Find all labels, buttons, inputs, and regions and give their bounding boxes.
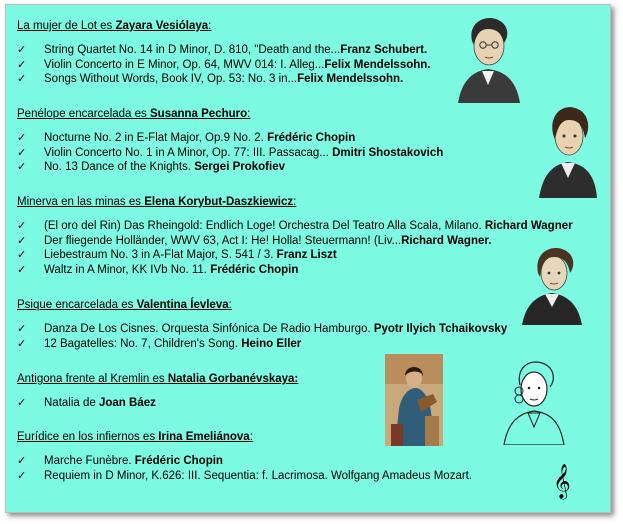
track-composer: Dmitri Shostakovich	[332, 146, 444, 159]
portrait-mozart-icon	[498, 355, 570, 445]
checkmark-icon: ✓	[17, 234, 27, 247]
heading-name: Valentina Íevleva	[136, 299, 229, 311]
checkmark-icon: ✓	[17, 146, 27, 159]
list-item	[17, 58, 431, 73]
checkmark-icon: ✓	[17, 220, 27, 232]
track-title: Danza De Los Cisnes. Orquesta Sinfónica De Radio Hamburgo.	[44, 323, 374, 335]
track-composer: Franz Liszt	[276, 249, 337, 261]
section-zayara	[17, 19, 431, 87]
list-item	[17, 219, 573, 234]
checkmark-icon: ✓	[17, 337, 27, 350]
section-heading	[17, 195, 296, 210]
track-composer: Pyotr Ilyich Tchaikovsky	[373, 323, 508, 335]
track-composer: Joan Báez	[98, 397, 156, 409]
heading-prefix: Psique encarcelada es	[17, 299, 137, 311]
track-title: Waltz in A Minor, KK IVb No. 11.	[44, 263, 211, 276]
list-item	[17, 322, 508, 337]
track-composer: Sergei Prokofiev	[194, 161, 285, 173]
heading-name: Zayara Vesiólaya	[115, 20, 209, 32]
portrait-mendelssohn-icon	[533, 100, 603, 198]
heading-name: Natalia Gorbanévskaya:	[167, 373, 299, 385]
treble-clef-icon: 𝄞	[553, 464, 571, 499]
portrait-schubert-icon	[448, 13, 528, 103]
painting-icon	[385, 354, 443, 446]
section-susanna	[17, 107, 444, 175]
list-item	[17, 337, 302, 352]
list-item	[17, 248, 337, 263]
checkmark-icon: ✓	[17, 455, 27, 467]
track-title: Natalia de	[44, 397, 99, 409]
checkmark-icon: ✓	[17, 161, 27, 173]
checkmark-icon: ✓	[17, 249, 27, 261]
section-natalia	[17, 372, 298, 411]
list-item	[17, 146, 444, 161]
track-composer: Richard Wagner	[484, 220, 573, 232]
track-title: Der fliegende Holländer, WWV 63, Act I: He! Holla! Steuermann! (Liv...	[44, 234, 402, 247]
heading-suffix: :	[293, 196, 297, 208]
list-item	[17, 72, 404, 87]
checkmark-icon: ✓	[17, 73, 27, 85]
checkmark-icon: ✓	[17, 323, 27, 335]
playlist-panel	[5, 4, 611, 513]
section-heading	[17, 107, 250, 122]
track-title: Nocturne No. 2 in E-Flat Major, Op.9 No. 2.	[44, 132, 268, 144]
track-title: No. 13 Dance of the Knights.	[44, 161, 195, 173]
track-composer: Franz Schubert.	[340, 44, 428, 56]
list-item	[17, 43, 428, 58]
heading-suffix: :	[249, 431, 253, 443]
checkmark-icon: ✓	[17, 132, 27, 144]
list-item	[17, 454, 253, 469]
heading-name: Susanna Pechuro	[150, 108, 248, 120]
track-composer: Felix Mendelssohn.	[297, 73, 404, 85]
section-heading	[17, 298, 232, 313]
checkmark-icon: ✓	[17, 263, 27, 276]
track-title: Marche Funèbre.	[44, 455, 135, 467]
track-composer: Frédéric Chopin	[267, 132, 356, 144]
heading-prefix: Eurídice en los infiernos es	[17, 431, 159, 443]
track-title: 12 Bagatelles: No. 7, Children's Song.	[44, 337, 242, 350]
heading-name: Irina Emeliánova	[158, 431, 250, 443]
track-composer: Richard Wagner.	[401, 234, 492, 247]
heading-suffix: :	[228, 299, 232, 311]
list-item	[17, 263, 299, 278]
portrait-chopin-icon	[518, 243, 588, 325]
checkmark-icon: ✓	[17, 44, 27, 56]
section-elena	[17, 195, 573, 277]
track-composer: Felix Mendelssohn.	[324, 58, 431, 71]
track-title: String Quartet No. 14 in D Minor, D. 810, "Death and the...	[44, 44, 341, 56]
track-composer: Frédéric Chopin	[134, 455, 223, 467]
track-title: Songs Without Words, Book IV, Op. 53: No. 3 in...	[44, 73, 298, 85]
section-heading	[17, 19, 211, 34]
checkmark-icon: ✓	[17, 469, 27, 482]
track-title: Violin Concerto No. 1 in A Minor, Op. 77: III. Passacag...	[44, 146, 333, 159]
section-irina	[17, 430, 473, 483]
list-item	[17, 396, 298, 411]
track-composer: Heino Eller	[241, 337, 302, 350]
heading-prefix: Penélope encarcelada es	[17, 108, 150, 120]
track-composer: Frédéric Chopin	[210, 263, 299, 276]
heading-suffix: :	[247, 108, 251, 120]
track-title: (El oro del Rin) Das Rheingold: Endlich Loge! Orchestra Del Teatro Alla Scala, Milano.	[44, 220, 485, 232]
section-valentina	[17, 298, 508, 351]
heading-prefix: Antigona frente al Kremlin es	[17, 373, 168, 385]
section-heading	[17, 372, 298, 387]
track-title: Requiem in D Minor, K.626: III. Sequentia: f. Lacrimosa. Wolfgang Amadeus Mozart.	[44, 469, 473, 482]
checkmark-icon: ✓	[17, 58, 27, 71]
heading-suffix: :	[208, 20, 212, 32]
track-title: Liebestraum No. 3 in A-Flat Major, S. 541 / 3.	[44, 249, 277, 261]
heading-prefix: La mujer de Lot es	[17, 20, 116, 32]
heading-prefix: Minerva en las minas es	[17, 196, 145, 208]
list-item	[17, 234, 492, 249]
list-item	[17, 131, 356, 146]
list-item	[17, 160, 285, 175]
track-title: Violin Concerto in E Minor, Op. 64, MWV 014: I. Alleg...	[44, 58, 325, 71]
checkmark-icon: ✓	[17, 397, 27, 409]
list-item	[17, 469, 473, 484]
section-heading	[17, 430, 253, 445]
heading-name: Elena Korybut-Daszkiewicz	[144, 196, 294, 208]
